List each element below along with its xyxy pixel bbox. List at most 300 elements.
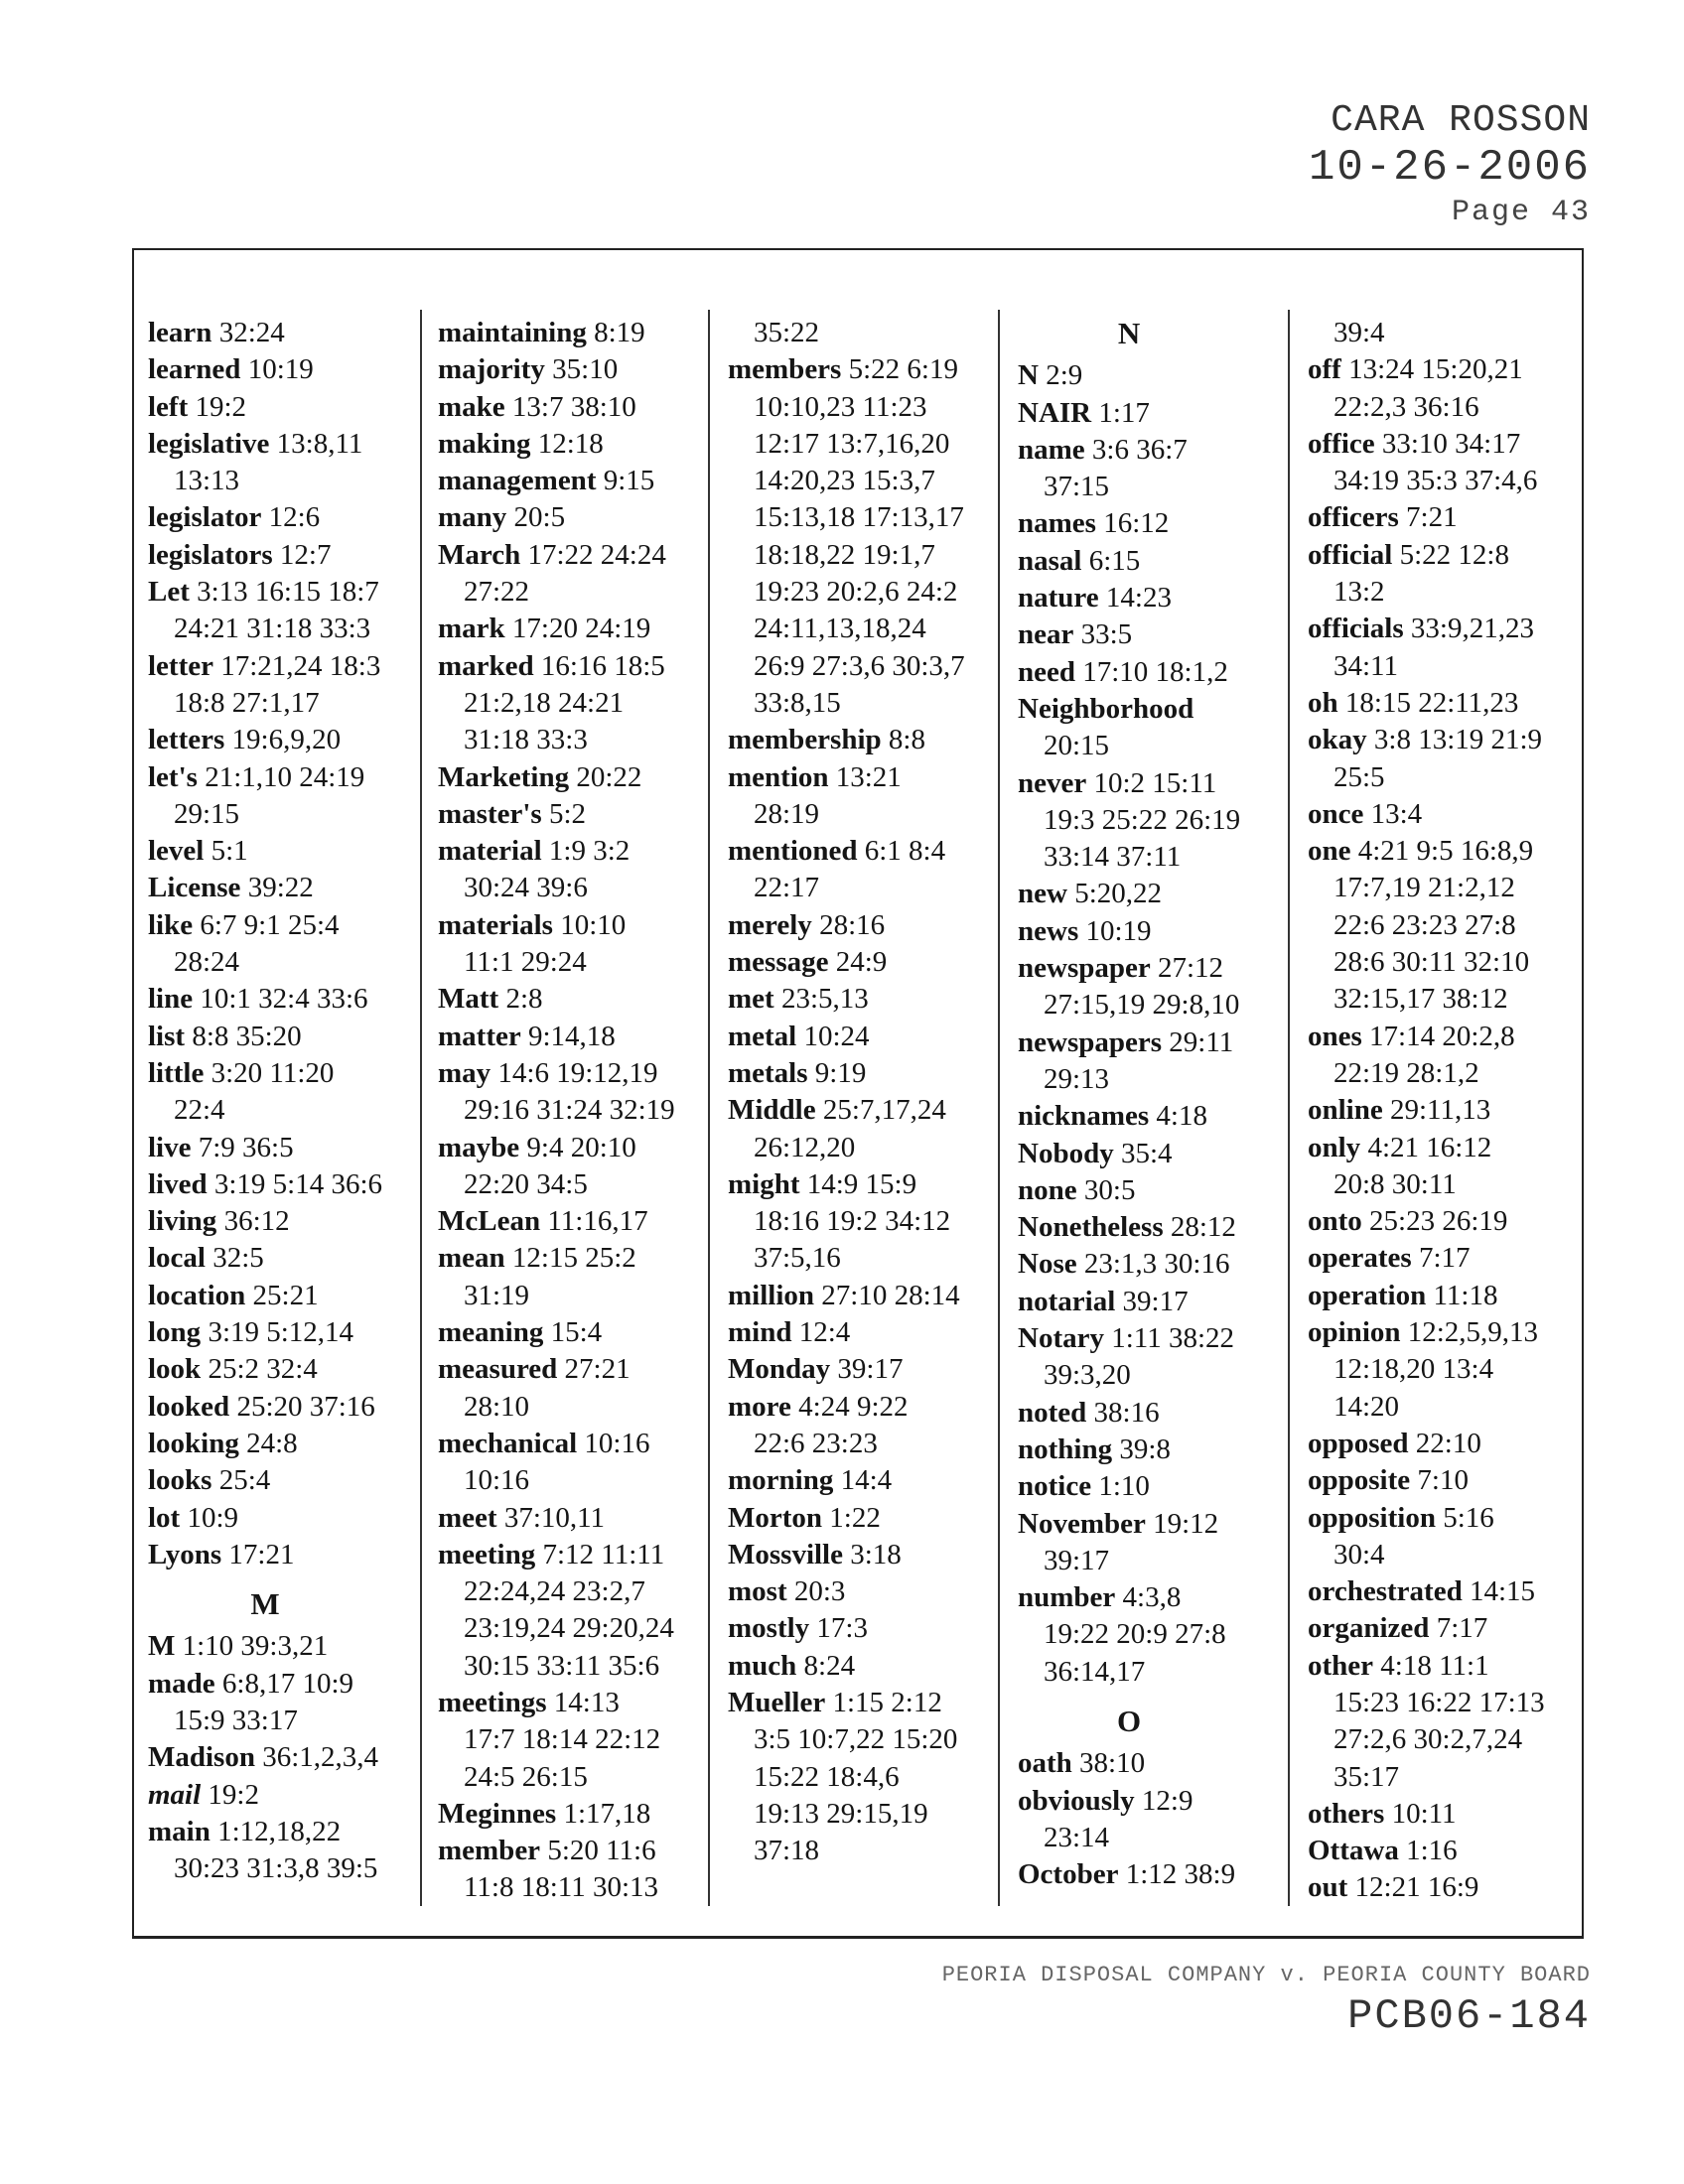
page-line-refs-continued: 10:10,23 11:23 — [754, 390, 927, 423]
page-line-refs: 10:16 — [584, 1427, 650, 1459]
index-term: one — [1308, 835, 1351, 868]
index-entry — [148, 1814, 382, 1888]
index-term: opinion — [1308, 1316, 1401, 1349]
index-entry — [1308, 1092, 1545, 1129]
page-line-refs: 20:5 — [513, 501, 566, 534]
page-line-refs: 4:21 9:5 16:8,9 — [1357, 835, 1534, 868]
page-line-refs: 12:6 — [268, 501, 321, 534]
index-term: line — [148, 983, 194, 1016]
index-term: maybe — [438, 1131, 520, 1163]
index-term: office — [1308, 427, 1375, 460]
index-entry — [438, 499, 675, 536]
index-entry — [438, 796, 675, 833]
page-line-refs: 33:10 34:17 — [1381, 427, 1521, 460]
page-line-refs-continued: 31:18 33:3 — [464, 724, 588, 756]
index-entry — [728, 1166, 965, 1278]
page-line-refs-continued: 27:15,19 29:8,10 — [1044, 989, 1240, 1022]
page-line-refs-continued: 22:2,3 36:16 — [1333, 390, 1479, 423]
page-line-refs: 32:5 — [212, 1242, 264, 1275]
page-line-refs-continued: 17:7 18:14 22:12 — [464, 1723, 661, 1756]
index-entry — [1018, 1024, 1240, 1099]
index-term: majority — [438, 353, 545, 386]
page-line-refs: 38:10 — [1079, 1747, 1146, 1780]
page-line-refs: 13:7 38:10 — [511, 390, 636, 423]
index-entry — [728, 1055, 965, 1092]
index-term: letter — [148, 649, 213, 682]
index-entry — [438, 1426, 675, 1500]
index-entry — [438, 351, 675, 388]
index-column-4 — [1018, 315, 1240, 1893]
page-line-refs-continued: 17:7,19 21:2,12 — [1333, 872, 1515, 904]
index-entry — [148, 907, 382, 982]
page-line-refs: 16:12 — [1103, 507, 1170, 540]
index-entry — [148, 1628, 382, 1665]
page-line-refs-continued: 30:23 31:3,8 39:5 — [174, 1852, 378, 1885]
index-term: might — [728, 1167, 800, 1200]
page-line-refs-continued: 23:19,24 29:20,24 — [464, 1612, 674, 1645]
index-term: Nonetheless — [1018, 1211, 1164, 1244]
index-term: may — [438, 1056, 491, 1089]
index-entry — [148, 499, 382, 536]
index-term: Lyons — [148, 1538, 222, 1570]
page-line-refs: 39:17 — [1122, 1285, 1189, 1317]
section-letter: N — [1117, 316, 1141, 350]
index-term: operates — [1308, 1242, 1412, 1275]
page-line-refs: 24:8 — [246, 1427, 298, 1459]
index-term: once — [1308, 797, 1364, 830]
index-term: March — [438, 538, 521, 571]
index-entry — [728, 1351, 965, 1388]
page-line-refs-continued: 14:20,23 15:3,7 — [754, 465, 935, 497]
page-line-refs-continued: 29:16 31:24 32:19 — [464, 1094, 675, 1127]
page-line-refs: 23:5,13 — [780, 983, 869, 1016]
index-entry — [438, 389, 675, 426]
index-term: level — [148, 835, 205, 868]
page-line-refs: 25:23 26:19 — [1369, 1205, 1508, 1238]
index-term: only — [1308, 1131, 1361, 1163]
page-line-refs-continued: 12:17 13:7,16,20 — [754, 427, 950, 460]
index-entry — [148, 1055, 382, 1130]
index-term: Matt — [438, 983, 499, 1016]
index-term: mark — [438, 613, 505, 645]
page-line-refs: 4:21 16:12 — [1367, 1131, 1492, 1163]
index-entry — [438, 1685, 675, 1796]
index-term: Nobody — [1018, 1137, 1114, 1169]
index-term: measured — [438, 1353, 558, 1386]
page-line-refs: 5:22 12:8 — [1399, 538, 1509, 571]
index-entry — [148, 759, 382, 834]
index-term: merely — [728, 908, 812, 941]
index-entry — [1018, 691, 1240, 765]
index-term: need — [1018, 655, 1075, 688]
page-line-refs: 5:1 — [210, 835, 248, 868]
page-line-refs-continued: 22:24,24 23:2,7 — [464, 1575, 645, 1608]
page-line-refs: 10:19 — [247, 353, 314, 386]
page-line-refs: 13:24 15:20,21 — [1348, 353, 1523, 386]
index-entry — [1018, 1284, 1240, 1320]
index-entry — [1308, 722, 1545, 796]
index-entry — [148, 1019, 382, 1055]
page-line-refs: 3:20 11:20 — [210, 1056, 335, 1089]
page-line-refs-continued: 33:14 37:11 — [1044, 841, 1182, 874]
index-term: lived — [148, 1167, 208, 1200]
index-term: McLean — [438, 1205, 541, 1238]
page-line-refs: 4:24 9:22 — [798, 1390, 909, 1423]
page-line-refs: 14:13 — [553, 1686, 620, 1718]
page-line-refs: 19:6,9,20 — [231, 724, 342, 756]
page-line-refs: 7:21 — [1406, 501, 1458, 534]
index-entry — [1308, 1314, 1545, 1426]
index-entry — [1308, 1796, 1545, 1833]
page-line-refs: 20:3 — [793, 1575, 846, 1608]
page-line-refs: 10:10 — [560, 908, 627, 941]
page-line-refs-continued: 34:11 — [1333, 649, 1398, 682]
index-term: legislative — [148, 427, 270, 460]
page-line-refs: 39:8 — [1119, 1433, 1171, 1465]
page-line-refs-continued: 13:2 — [1333, 576, 1385, 609]
index-entry — [728, 1648, 965, 1685]
page-line-refs: 1:11 38:22 — [1111, 1322, 1235, 1355]
index-term: metals — [728, 1056, 808, 1089]
page-header — [1309, 99, 1591, 232]
index-term: live — [148, 1131, 192, 1163]
page-line-refs: 2:9 — [1046, 359, 1083, 392]
page-line-refs: 27:12 — [1157, 952, 1224, 985]
page-footer — [942, 1961, 1591, 2042]
index-term: management — [438, 465, 597, 497]
index-term: online — [1308, 1094, 1383, 1127]
index-term: opposition — [1308, 1501, 1436, 1534]
index-term: November — [1018, 1507, 1146, 1540]
index-column-2 — [438, 315, 675, 1907]
page-line-refs: 25:20 37:16 — [236, 1390, 375, 1423]
page-line-refs: 8:24 — [803, 1649, 856, 1682]
page-line-refs: 1:22 — [829, 1501, 881, 1534]
index-entry — [1018, 1172, 1240, 1209]
index-entry — [728, 1462, 965, 1499]
page-line-refs: 12:4 — [798, 1316, 851, 1349]
index-entry — [1308, 1278, 1545, 1314]
index-column-3 — [728, 315, 965, 1869]
index-entry — [1308, 1573, 1545, 1610]
index-entry — [438, 981, 675, 1018]
page-line-refs-continued: 3:5 10:7,22 15:20 — [754, 1723, 958, 1756]
index-term: nothing — [1018, 1433, 1113, 1465]
index-term: made — [148, 1667, 215, 1700]
page-line-refs: 25:2 32:4 — [208, 1353, 318, 1386]
index-entry — [1018, 1136, 1240, 1172]
index-entry — [438, 1500, 675, 1537]
index-entry — [438, 833, 675, 907]
page-line-refs-continued: 28:10 — [464, 1390, 530, 1423]
page-line-refs: 25:7,17,24 — [822, 1094, 946, 1127]
index-entry — [148, 574, 382, 648]
index-term: like — [148, 908, 194, 941]
index-term: making — [438, 427, 531, 460]
index-term: officials — [1308, 613, 1404, 645]
index-term: nicknames — [1018, 1100, 1150, 1133]
index-term: marked — [438, 649, 534, 682]
page-line-refs-continued: 28:24 — [174, 946, 240, 979]
index-entry — [438, 1055, 675, 1130]
index-entry — [438, 315, 675, 351]
page-line-refs-continued: 32:15,17 38:12 — [1333, 983, 1508, 1016]
index-entry — [438, 648, 675, 759]
index-term: more — [728, 1390, 791, 1423]
deponent-name: CARA ROSSON — [1331, 99, 1591, 142]
index-entry — [728, 1092, 965, 1166]
index-term: make — [438, 390, 505, 423]
page-line-refs: 17:20 24:19 — [511, 613, 651, 645]
index-entry — [148, 389, 382, 426]
index-entry — [438, 1351, 675, 1426]
index-term: long — [148, 1316, 202, 1349]
page-line-refs: 17:10 18:1,2 — [1082, 655, 1228, 688]
index-entry — [1018, 913, 1240, 950]
index-term: mentioned — [728, 835, 858, 868]
page-line-refs: 7:9 36:5 — [198, 1131, 294, 1163]
index-entry — [728, 981, 965, 1018]
index-entry — [438, 426, 675, 463]
index-term: let's — [148, 760, 198, 793]
index-entry — [148, 833, 382, 870]
index-entry — [438, 1203, 675, 1240]
index-term: never — [1018, 766, 1087, 799]
index-entry — [1308, 1130, 1545, 1204]
index-entry — [148, 1426, 382, 1462]
page-line-refs-continued: 31:19 — [464, 1279, 530, 1311]
index-entry — [438, 611, 675, 647]
index-term: many — [438, 501, 507, 534]
index-term: License — [148, 872, 241, 904]
page-line-refs-continued: 13:13 — [174, 465, 240, 497]
index-entry — [1018, 1579, 1240, 1691]
index-entry — [438, 1314, 675, 1351]
page-line-refs: 16:16 18:5 — [540, 649, 665, 682]
page-line-refs-continued: 36:14,17 — [1044, 1655, 1146, 1688]
index-entry — [1018, 1098, 1240, 1135]
index-entry — [1018, 505, 1240, 542]
page-line-refs: 13:21 — [835, 760, 902, 793]
index-term: members — [728, 353, 842, 386]
index-term: Madison — [148, 1741, 255, 1774]
index-term: Morton — [728, 1501, 823, 1534]
index-entry — [148, 315, 382, 351]
index-term: orchestrated — [1308, 1575, 1463, 1608]
page-line-refs: 19:2 — [208, 1778, 259, 1811]
page-line-refs: 8:19 — [594, 317, 645, 348]
index-entry — [1308, 499, 1545, 536]
index-entry — [1308, 833, 1545, 1018]
index-entry — [728, 1019, 965, 1055]
index-term: others — [1308, 1797, 1385, 1830]
page-line-refs-continued: 39:3,20 — [1044, 1359, 1131, 1392]
page-line-refs-continued: 14:20 — [1333, 1390, 1400, 1423]
page-line-refs-continued: 33:8,15 — [754, 686, 841, 719]
index-entry — [1308, 426, 1545, 500]
index-entry — [438, 537, 675, 612]
page-line-refs-continued: 18:8 27:1,17 — [174, 686, 320, 719]
index-entry — [148, 648, 382, 723]
page-line-refs-continued: 26:9 27:3,6 30:3,7 — [754, 649, 965, 682]
index-entry — [148, 1166, 382, 1203]
index-term: October — [1018, 1858, 1119, 1891]
index-term: near — [1018, 618, 1074, 651]
index-term: notice — [1018, 1470, 1092, 1503]
page-line-refs: 10:2 15:11 — [1093, 766, 1217, 799]
page-line-refs: 12:15 25:2 — [511, 1242, 636, 1275]
case-number: PCB06-184 — [1347, 1992, 1591, 2040]
index-term: newspaper — [1018, 952, 1151, 985]
index-entry — [438, 1019, 675, 1055]
index-entry — [728, 759, 965, 834]
index-term: master's — [438, 797, 542, 830]
index-entry — [1308, 537, 1545, 612]
page-line-refs: 1:12 38:9 — [1125, 1858, 1236, 1891]
index-entry — [728, 1537, 965, 1573]
index-term: official — [1308, 538, 1393, 571]
index-entry — [1018, 1209, 1240, 1246]
page-line-refs: 10:24 — [803, 1020, 870, 1052]
index-entry — [1018, 1468, 1240, 1505]
index-term: Notary — [1018, 1322, 1104, 1355]
index-entry — [1308, 351, 1545, 426]
page-line-refs: 3:19 5:14 36:6 — [213, 1167, 383, 1200]
page-line-refs: 12:9 — [1141, 1784, 1193, 1817]
page-line-refs-continued: 22:19 28:1,2 — [1333, 1056, 1479, 1089]
index-term: meet — [438, 1501, 497, 1534]
index-entry — [438, 759, 675, 796]
case-caption: PEORIA DISPOSAL COMPANY v. PEORIA COUNTY BOARD — [941, 1963, 1591, 1987]
index-entry — [148, 1666, 382, 1740]
index-entry — [148, 1462, 382, 1499]
page-line-refs-continued: 22:17 — [754, 872, 820, 904]
index-entry — [148, 870, 382, 906]
page-line-refs: 4:3,8 — [1122, 1581, 1182, 1614]
page-line-refs: 15:4 — [550, 1316, 603, 1349]
index-entry — [1018, 357, 1240, 394]
index-term: officers — [1308, 501, 1399, 534]
index-entry — [438, 463, 675, 499]
index-frame — [132, 248, 1584, 1939]
index-entry — [1308, 1610, 1545, 1647]
page-line-refs: 28:12 — [1170, 1211, 1236, 1244]
index-entry — [148, 1203, 382, 1240]
page-line-refs: 10:19 — [1085, 914, 1152, 947]
index-entry — [1308, 1426, 1545, 1462]
index-entry — [1308, 796, 1545, 833]
index-entry — [728, 944, 965, 981]
page-line-refs: 17:21 — [228, 1538, 295, 1570]
index-term: ones — [1308, 1020, 1362, 1052]
page-line-refs: 1:15 2:12 — [832, 1686, 942, 1718]
index-entry — [148, 1351, 382, 1388]
index-term: newspapers — [1018, 1025, 1163, 1058]
index-term: lot — [148, 1501, 181, 1534]
page-line-refs: 2:8 — [505, 983, 543, 1016]
index-entry — [1308, 685, 1545, 722]
page-line-refs: 1:9 3:2 — [548, 835, 631, 868]
index-entry — [1018, 543, 1240, 580]
page-line-refs: 17:21,24 18:3 — [220, 649, 381, 682]
index-term: legislators — [148, 538, 273, 571]
page-line-refs-continued: 29:13 — [1044, 1062, 1110, 1095]
index-term: local — [148, 1242, 206, 1275]
page-line-refs-continued: 21:2,18 24:21 — [464, 686, 625, 719]
page-line-refs: 35:10 — [552, 353, 619, 386]
page-line-refs: 1:10 39:3,21 — [182, 1630, 329, 1663]
page-line-refs: 5:20,22 — [1074, 878, 1163, 910]
index-columns — [148, 315, 1582, 1936]
index-entry — [1018, 765, 1240, 877]
page-line-refs-continued: 24:21 31:18 33:3 — [174, 613, 371, 645]
page-line-refs: 12:7 — [279, 538, 332, 571]
index-term: opposed — [1308, 1427, 1409, 1459]
index-entry — [1018, 1783, 1240, 1857]
page-line-refs-continued: 29:15 — [174, 797, 240, 830]
page-line-refs: 11:16,17 — [547, 1205, 648, 1238]
page-line-refs: 17:14 20:2,8 — [1369, 1020, 1515, 1052]
index-term: okay — [1308, 724, 1367, 756]
page-line-refs: 10:9 — [187, 1501, 239, 1534]
index-entry — [148, 1500, 382, 1537]
page-line-refs: 17:22 24:24 — [527, 538, 666, 571]
index-term: onto — [1308, 1205, 1362, 1238]
index-term: million — [728, 1279, 815, 1311]
page-line-refs: 3:8 13:19 21:9 — [1373, 724, 1543, 756]
index-term: Nose — [1018, 1248, 1077, 1281]
page-line-refs: 36:12 — [223, 1205, 290, 1238]
page-line-refs: 6:1 8:4 — [864, 835, 946, 868]
page-line-refs-continued: 30:15 33:11 35:6 — [464, 1649, 660, 1682]
index-entry — [1018, 1395, 1240, 1432]
index-term: N — [1018, 359, 1039, 392]
index-entry — [728, 1314, 965, 1351]
page-line-refs: 6:15 — [1088, 544, 1141, 577]
page-line-refs-continued: 26:12,20 — [754, 1131, 856, 1163]
index-term: little — [148, 1056, 205, 1089]
page-line-refs-continued: 12:18,20 13:4 — [1333, 1353, 1494, 1386]
index-term: maintaining — [438, 317, 587, 348]
index-term: Monday — [728, 1353, 831, 1386]
page-line-refs-continued: 19:23 20:2,6 24:2 — [754, 576, 958, 609]
index-term: look — [148, 1353, 202, 1386]
index-term: location — [148, 1279, 246, 1311]
page-number: Page 43 — [1451, 196, 1591, 229]
page-line-refs: 3:6 36:7 — [1091, 433, 1188, 466]
page-line-refs: 12:21 16:9 — [1354, 1871, 1479, 1904]
index-term: mean — [438, 1242, 505, 1275]
page-line-refs: 7:17 — [1418, 1242, 1471, 1275]
page-line-refs-continued: 18:18,22 19:1,7 — [754, 538, 935, 571]
index-entry — [728, 315, 965, 351]
index-entry — [1018, 616, 1240, 653]
index-term: nasal — [1018, 544, 1082, 577]
page-line-refs: 29:11 — [1169, 1025, 1234, 1058]
index-entry — [438, 1537, 675, 1685]
index-term: name — [1018, 433, 1085, 466]
index-term: NAIR — [1018, 396, 1092, 429]
page-line-refs-continued: 39:17 — [1044, 1544, 1110, 1576]
page-line-refs: 28:16 — [819, 908, 886, 941]
page-line-refs: 1:17,18 — [563, 1797, 651, 1830]
index-term: membership — [728, 724, 882, 756]
index-entry — [728, 722, 965, 758]
index-term: oh — [1308, 686, 1338, 719]
index-term: Meginnes — [438, 1797, 557, 1830]
index-term: names — [1018, 507, 1096, 540]
index-entry — [1308, 1462, 1545, 1499]
